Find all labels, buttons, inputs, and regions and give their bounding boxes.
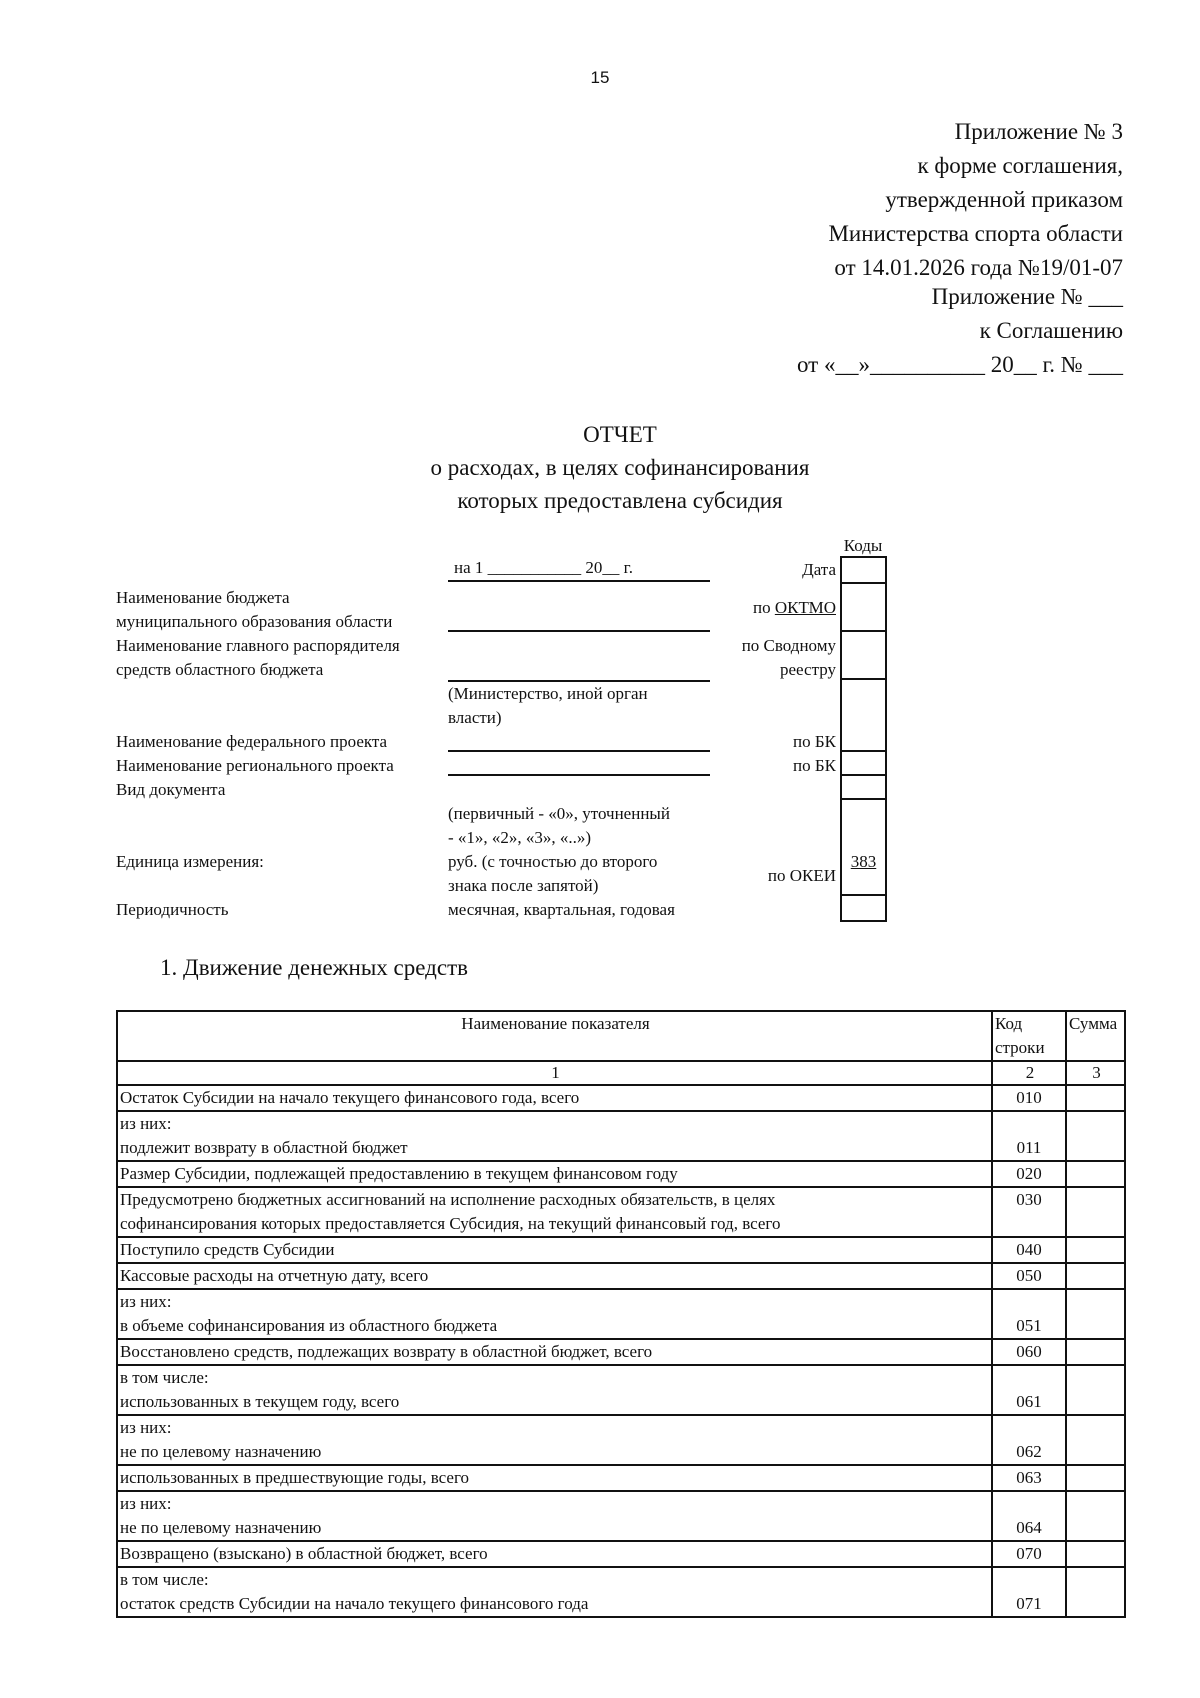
indicator-line: не по целевому назначению — [120, 1518, 322, 1537]
indicator-line: из них: — [120, 1114, 172, 1133]
row-code: 070 — [992, 1541, 1066, 1567]
report-title-line: которых предоставлена субсидия — [457, 488, 783, 513]
code-cell-oktmo[interactable] — [842, 584, 885, 632]
indicator-name — [117, 1491, 992, 1541]
indicator-line: Размер Субсидии, подлежащей предоставлению в текущем финансовом году — [120, 1164, 678, 1183]
column-header-sum: Сумма — [1066, 1011, 1125, 1061]
row-code: 050 — [992, 1263, 1066, 1289]
indicator-name — [117, 1161, 992, 1187]
oktmo-code-label — [700, 596, 836, 620]
code-cell-date[interactable] — [842, 558, 885, 584]
indicator-line: Восстановлено средств, подлежащих возврату в областной бюджет, всего — [120, 1342, 653, 1361]
column-header-code — [992, 1011, 1066, 1061]
row-code: 011 — [992, 1111, 1066, 1161]
indicator-line: использованных в предшествующие годы, всего — [120, 1468, 469, 1487]
registry-code-label: реестру — [780, 660, 836, 679]
table-row — [117, 1541, 1125, 1567]
code-cell-bk1[interactable] — [842, 752, 885, 776]
unit-value: руб. (с точностью до второго — [448, 852, 658, 871]
bk2-code-label: по БК — [793, 756, 836, 775]
sum-cell[interactable] — [1066, 1415, 1125, 1465]
sum-cell[interactable] — [1066, 1541, 1125, 1567]
indicator-name — [117, 1111, 992, 1161]
section-title: 1. Движение денежных средств — [160, 955, 468, 980]
table-row — [117, 1415, 1125, 1465]
indicator-name — [117, 1237, 992, 1263]
table-row — [117, 1111, 1125, 1161]
codes-header: Коды — [843, 536, 883, 555]
row-code: 063 — [992, 1465, 1066, 1491]
code-cell-registry[interactable] — [842, 632, 885, 680]
periodicity-value: месячная, квартальная, годовая — [448, 900, 675, 919]
column-number: 1 — [117, 1061, 992, 1085]
indicator-line: из них: — [120, 1494, 172, 1513]
row-code: 060 — [992, 1339, 1066, 1365]
row-code: 051 — [992, 1289, 1066, 1339]
date-underline — [448, 580, 710, 582]
indicator-line: из них: — [120, 1292, 172, 1311]
indicator-name — [117, 1339, 992, 1365]
budget-name-label: муниципального образования области — [116, 612, 393, 631]
appendix-header — [828, 115, 1123, 285]
agreement-appendix-line: Приложение № ___ — [931, 284, 1123, 309]
agreement-appendix-line: к Соглашению — [979, 318, 1123, 343]
ministry-hint: (Министерство, иной орган — [448, 684, 648, 703]
oktmo-link[interactable]: ОКТМО — [774, 598, 836, 617]
column-header-code-line: Код — [995, 1014, 1023, 1033]
indicator-line: подлежит возврату в областной бюджет — [120, 1138, 408, 1157]
report-title-line: о расходах, в целях софинансирования — [430, 455, 810, 480]
okei-code-label: по ОКЕИ — [767, 866, 836, 885]
doc-type-hint: (первичный - «0», уточненный — [448, 804, 670, 823]
code-cell-okei[interactable] — [842, 800, 885, 896]
appendix-line: Приложение № 3 — [954, 119, 1123, 144]
appendix-line: утвержденной приказом — [885, 187, 1123, 212]
indicator-name — [117, 1085, 992, 1111]
agreement-appendix-header — [797, 280, 1123, 382]
indicator-line: использованных в текущем году, всего — [120, 1392, 400, 1411]
sum-cell[interactable] — [1066, 1339, 1125, 1365]
table-row — [117, 1465, 1125, 1491]
table-row — [117, 1567, 1125, 1617]
column-header-name: Наименование показателя — [117, 1011, 992, 1061]
unit-label: Единица измерения: — [116, 852, 264, 871]
table-row — [117, 1263, 1125, 1289]
column-number: 3 — [1066, 1061, 1125, 1085]
indicator-name — [117, 1187, 992, 1237]
page-number: 15 — [590, 68, 610, 87]
indicator-name — [117, 1415, 992, 1465]
table-row — [117, 1187, 1125, 1237]
table-row — [117, 1237, 1125, 1263]
sum-cell[interactable] — [1066, 1237, 1125, 1263]
indicator-line: Остаток Субсидии на начало текущего финансового года, всего — [120, 1088, 580, 1107]
indicator-line: Возвращено (взыскано) в областной бюджет, всего — [120, 1544, 488, 1563]
indicator-line: остаток средств Субсидии на начало текущего финансового года — [120, 1594, 589, 1613]
appendix-line: к форме соглашения, — [917, 153, 1123, 178]
row-code: 061 — [992, 1365, 1066, 1415]
indicator-line: Поступило средств Субсидии — [120, 1240, 335, 1259]
report-title-main: ОТЧЕТ — [583, 422, 657, 447]
row-code: 010 — [992, 1085, 1066, 1111]
indicator-name — [117, 1365, 992, 1415]
table-row — [117, 1085, 1125, 1111]
report-title — [0, 418, 1200, 517]
okei-code: 383 — [850, 852, 877, 871]
indicator-line: Предусмотрено бюджетных ассигнований на исполнение расходных обязательств, в целях — [120, 1190, 776, 1209]
indicator-name — [117, 1541, 992, 1567]
appendix-line: Министерства спорта области — [828, 221, 1123, 246]
column-header-code-line: строки — [995, 1038, 1045, 1057]
table-row — [117, 1161, 1125, 1187]
budget-name-label: Наименование бюджета — [116, 588, 290, 607]
row-code: 064 — [992, 1491, 1066, 1541]
indicator-name — [117, 1289, 992, 1339]
table-row — [117, 1365, 1125, 1415]
code-cell-blank[interactable] — [842, 680, 885, 752]
indicator-line: в объеме софинансирования из областного бюджета — [120, 1316, 498, 1335]
cash-flow-table — [116, 1010, 1126, 1618]
code-cell-periodicity[interactable] — [842, 896, 885, 920]
periodicity-label: Периодичность — [116, 900, 229, 919]
sum-cell[interactable] — [1066, 1567, 1125, 1617]
unit-value: знака после запятой) — [448, 876, 599, 895]
federal-project-label: Наименование федерального проекта — [116, 732, 388, 751]
row-code: 062 — [992, 1415, 1066, 1465]
table-row — [117, 1289, 1125, 1339]
appendix-line: от 14.01.2026 года №19/01-07 — [834, 255, 1123, 280]
regional-project-field[interactable] — [448, 774, 710, 776]
table-row — [117, 1491, 1125, 1541]
indicator-line: из них: — [120, 1418, 172, 1437]
indicator-line: в том числе: — [120, 1368, 209, 1387]
sum-cell[interactable] — [1066, 1491, 1125, 1541]
indicator-name — [117, 1263, 992, 1289]
sum-cell[interactable] — [1066, 1161, 1125, 1187]
sum-cell[interactable] — [1066, 1085, 1125, 1111]
indicator-line: не по целевому назначению — [120, 1442, 322, 1461]
registry-code-label: по Сводному — [741, 636, 836, 655]
budget-name-field[interactable] — [448, 630, 710, 632]
agreement-appendix-line: от «__»__________ 20__ г. № ___ — [796, 352, 1123, 377]
table-body — [117, 1085, 1125, 1617]
table-row — [117, 1339, 1125, 1365]
report-date-line: на 1 ___________ 20__ г. — [454, 558, 633, 577]
sum-cell[interactable] — [1066, 1187, 1125, 1237]
sum-cell[interactable] — [1066, 1111, 1125, 1161]
regional-project-label: Наименование регионального проекта — [116, 756, 394, 775]
code-cell-bk2[interactable] — [842, 776, 885, 800]
column-number: 2 — [992, 1061, 1066, 1085]
chief-manager-label: Наименование главного распорядителя — [116, 636, 400, 655]
doc-type-hint: - «1», «2», «3», «..») — [448, 828, 592, 847]
indicator-name — [117, 1465, 992, 1491]
row-code: 030 — [992, 1187, 1066, 1237]
indicator-line: софинансирования которых предоставляется Субсидия, на текущий финансовый год, всего — [120, 1214, 781, 1233]
date-code-label: Дата — [802, 560, 836, 579]
row-code: 071 — [992, 1567, 1066, 1617]
federal-project-field[interactable] — [448, 750, 710, 752]
indicator-line: Кассовые расходы на отчетную дату, всего — [120, 1266, 429, 1285]
indicator-line: в том числе: — [120, 1570, 209, 1589]
row-code: 040 — [992, 1237, 1066, 1263]
ministry-hint: власти) — [448, 708, 502, 727]
sum-cell[interactable] — [1066, 1263, 1125, 1289]
codes-column — [840, 556, 887, 922]
chief-manager-label: средств областного бюджета — [116, 660, 324, 679]
oktmo-prefix: по — [752, 598, 775, 617]
sum-cell[interactable] — [1066, 1465, 1125, 1491]
bk1-code-label: по БК — [793, 732, 836, 751]
sum-cell[interactable] — [1066, 1289, 1125, 1339]
doc-type-label: Вид документа — [116, 780, 226, 799]
indicator-name — [117, 1567, 992, 1617]
row-code: 020 — [992, 1161, 1066, 1187]
sum-cell[interactable] — [1066, 1365, 1125, 1415]
